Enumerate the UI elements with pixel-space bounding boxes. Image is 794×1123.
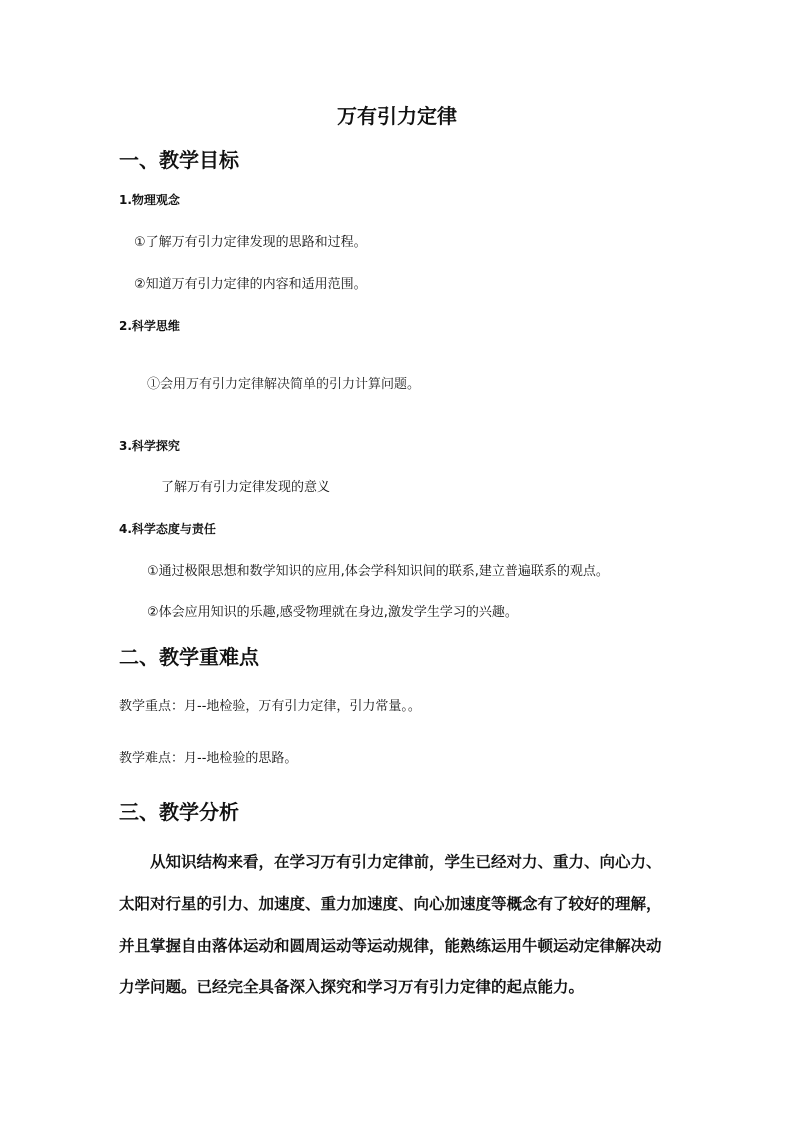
subheading-physics-concept: 1.物理观念 <box>119 193 180 207</box>
document-title: 万有引力定律 <box>337 104 457 128</box>
analysis-paragraph-line: 力学问题。已经完全具备深入探究和学习万有引力定律的起点能力。 <box>119 978 585 996</box>
difficult-point-text: 教学难点：月--地检验的思路。 <box>119 751 298 766</box>
section-heading-teaching-goals: 一、教学目标 <box>119 148 239 172</box>
goal-item: ②知道万有引力定律的内容和适用范围。 <box>134 277 367 292</box>
analysis-paragraph-line: 从知识结构来看，在学习万有引力定律前，学生已经对力、重力、向心力、 <box>150 853 662 871</box>
goal-item: ①通过极限思想和数学知识的应用,体会学科知识间的联系,建立普遍联系的观点。 <box>147 564 609 579</box>
subheading-scientific-thinking: 2.科学思维 <box>119 319 180 333</box>
analysis-paragraph-line: 太阳对行星的引力、加速度、重力加速度、向心加速度等概念有了较好的理解， <box>119 895 662 913</box>
analysis-paragraph-line: 并且掌握自由落体运动和圆周运动等运动规律，能熟练运用牛顿运动定律解决动 <box>119 937 662 955</box>
key-point-text: 教学重点：月--地检验，万有引力定律，引力常量。。 <box>119 699 421 714</box>
section-heading-teaching-analysis: 三、教学分析 <box>119 800 239 824</box>
goal-item: ①了解万有引力定律发现的思路和过程。 <box>134 235 367 250</box>
subheading-scientific-inquiry: 3.科学探究 <box>119 439 180 453</box>
section-heading-key-difficult-points: 二、教学重难点 <box>119 645 259 669</box>
subheading-attitude-responsibility: 4.科学态度与责任 <box>119 522 216 536</box>
goal-item: ②体会应用知识的乐趣,感受物理就在身边,激发学生学习的兴趣。 <box>147 605 518 620</box>
goal-item: 了解万有引力定律发现的意义 <box>161 480 331 495</box>
goal-item: ①会用万有引力定律解决简单的引力计算问题。 <box>147 377 421 392</box>
